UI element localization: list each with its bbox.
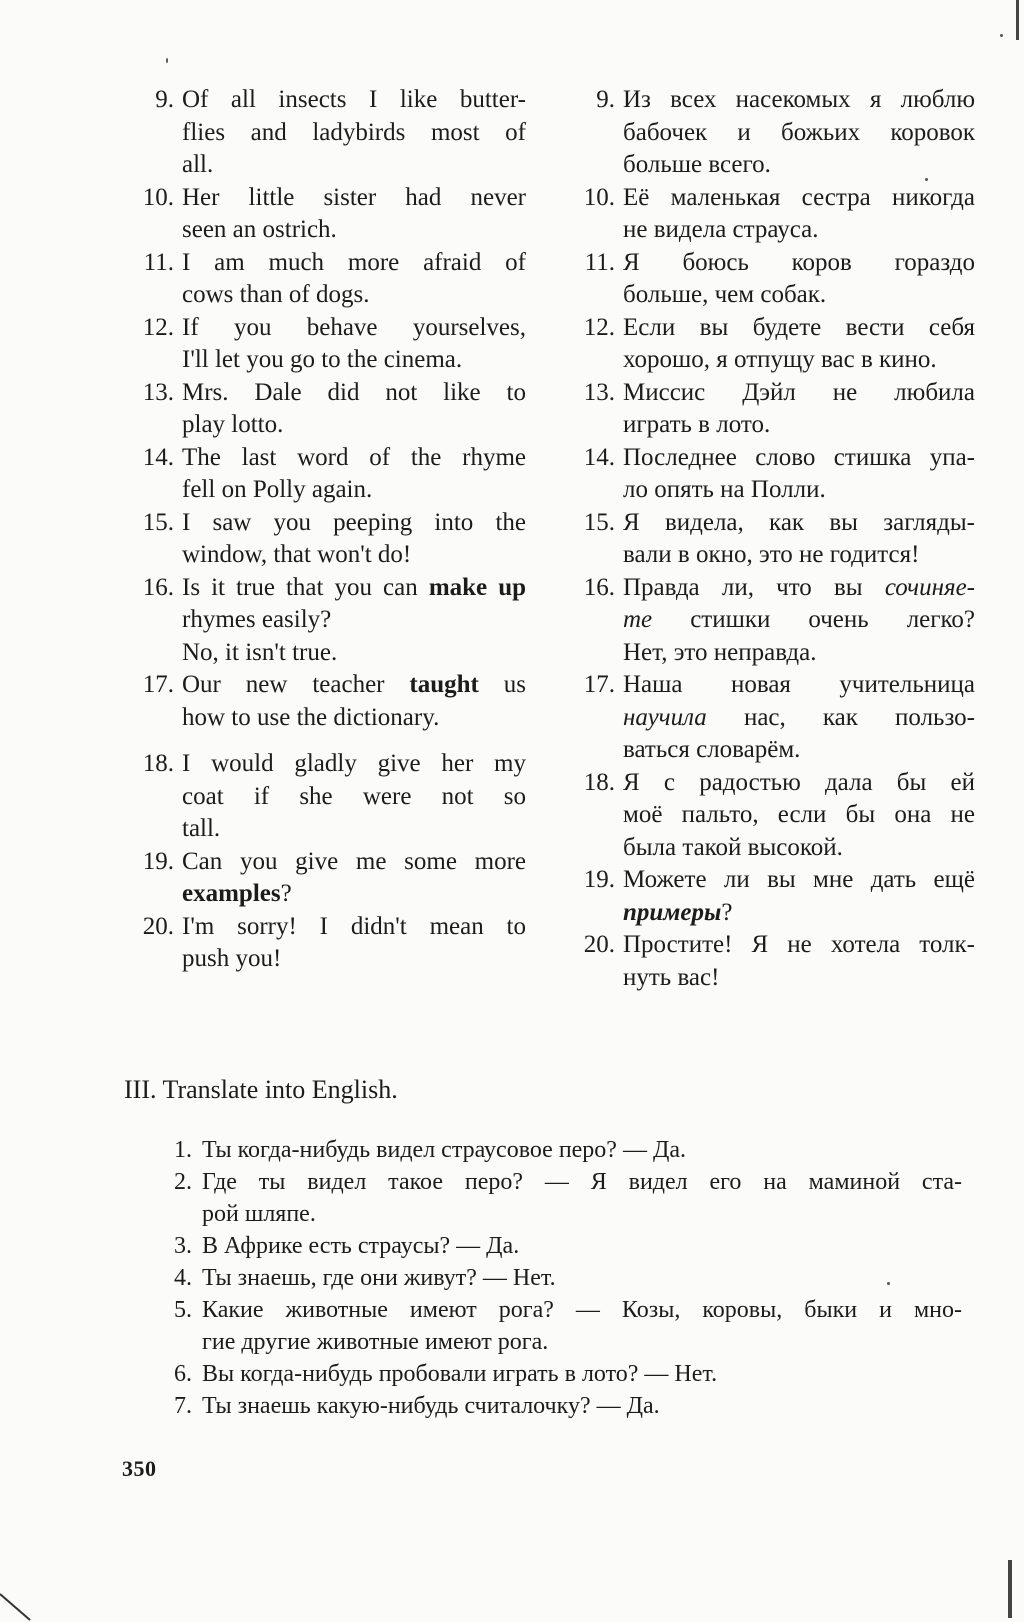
item-line: Миссис Дэйл не любила	[623, 378, 975, 406]
item-line: push you!	[182, 945, 282, 972]
item-line: No, it isn't true.	[182, 638, 338, 666]
keyword-examples: examples	[182, 880, 281, 907]
item-line: seen an ostrich.	[182, 216, 337, 243]
item-line: Можете ли вы мне дать ещё	[623, 866, 975, 893]
item-line: Последнее слово стишка упа-	[623, 443, 975, 471]
russian-item-10	[575, 182, 975, 247]
item-number: 11.	[143, 248, 174, 276]
item-line: Her little sister had never	[182, 183, 526, 211]
item-line: В Африке есть страусы? — Да.	[202, 1233, 520, 1259]
item-line: Если вы будете вести себя	[623, 313, 975, 341]
keyword-taught: taught	[409, 671, 479, 698]
item-number: 17.	[142, 671, 174, 698]
translate-item-3	[162, 1230, 962, 1262]
keyword-nauchila: научила	[623, 703, 707, 731]
item-number: 14.	[142, 443, 174, 471]
item-number: 6.	[174, 1361, 192, 1387]
item-line: fell on Polly again.	[182, 476, 373, 503]
item-line: больше, чем собак.	[623, 281, 827, 308]
keyword-primery: примеры	[623, 898, 722, 926]
translate-list	[162, 1134, 962, 1422]
russian-item-13	[575, 377, 975, 442]
item-number: 13.	[142, 378, 174, 406]
item-line: Я с радостью дала бы ей	[623, 768, 975, 796]
item-line: научила нас, как пользо-	[623, 703, 975, 731]
item-number: 12.	[142, 313, 174, 341]
russian-column	[575, 84, 975, 994]
translate-item-6	[162, 1358, 962, 1390]
item-number: 20.	[142, 912, 174, 940]
item-line: The last word of the rhyme	[182, 443, 526, 471]
item-line: examples?	[182, 880, 292, 907]
item-line: Of all insects I like butter-	[182, 86, 526, 113]
item-number: 5.	[174, 1297, 192, 1323]
russian-item-12	[575, 312, 975, 377]
item-line: Mrs. Dale did not like to	[182, 378, 526, 406]
item-line: не видела страуса.	[623, 216, 819, 243]
item-line: Can you give me some more	[182, 847, 526, 875]
item-line: If you behave yourselves,	[182, 313, 526, 341]
item-line: Our new teacher taught us	[182, 671, 527, 698]
item-line: play lotto.	[182, 411, 284, 438]
item-line: flies and ladybirds most of	[182, 118, 526, 146]
item-line: I saw you peeping into the	[182, 508, 526, 536]
english-item-9	[134, 84, 526, 182]
translate-item-7	[162, 1390, 962, 1422]
russian-item-9	[575, 84, 975, 182]
english-item-13	[134, 377, 526, 442]
item-number: 18.	[583, 768, 615, 796]
item-line: ваться словарём.	[623, 736, 801, 763]
scan-corner-mark	[0, 1590, 40, 1622]
item-line: играть в лото.	[623, 411, 771, 438]
item-line: coat if she were not so	[182, 782, 526, 810]
russian-item-20	[575, 929, 975, 994]
item-number: 2.	[174, 1169, 192, 1195]
item-line: бабочек и божьих коровок	[623, 118, 975, 146]
item-number: 7.	[174, 1393, 192, 1419]
item-line: rhymes easily?	[182, 606, 332, 633]
translate-item-5	[162, 1294, 962, 1358]
item-line: Из всех насекомых я люблю	[623, 86, 975, 113]
translate-item-4	[162, 1262, 962, 1294]
item-line: моё пальто, если бы она не	[623, 801, 975, 828]
english-item-14	[134, 442, 526, 507]
item-line: больше всего.	[623, 151, 771, 178]
item-line: tall.	[182, 815, 221, 842]
item-line: была такой высокой.	[623, 833, 843, 861]
item-number: 3.	[174, 1233, 192, 1259]
russian-item-19	[575, 864, 975, 929]
item-line: cows than of dogs.	[182, 281, 370, 308]
russian-item-17	[575, 669, 975, 767]
english-item-16	[134, 572, 526, 670]
scan-speck	[925, 178, 928, 181]
item-line: Какие животные имеют рога? — Козы, коровы, быки и мно-	[202, 1297, 962, 1323]
scan-speck	[887, 1282, 890, 1285]
item-line: примеры?	[623, 898, 733, 926]
scan-speck	[1000, 34, 1003, 37]
english-item-12	[134, 312, 526, 377]
item-line: Is it true that you can make up	[182, 573, 526, 601]
item-line: Её маленькая сестра никогда	[623, 183, 975, 211]
item-number: 11.	[584, 248, 615, 276]
item-line: all.	[182, 151, 214, 178]
spacer	[134, 734, 526, 748]
english-column	[134, 84, 526, 976]
item-line: Я боюсь коров гораздо	[623, 248, 975, 276]
translate-item-2	[162, 1166, 962, 1230]
russian-item-16	[575, 572, 975, 670]
russian-item-15	[575, 507, 975, 572]
item-line: I would gladly give her my	[182, 750, 526, 777]
russian-item-18	[575, 767, 975, 865]
item-line: Нет, это неправда.	[623, 638, 817, 666]
item-number: 19.	[583, 866, 615, 893]
russian-item-11	[575, 247, 975, 312]
item-line: Вы когда-нибудь пробовали играть в лото? — Нет.	[202, 1361, 718, 1387]
english-item-20	[134, 911, 526, 976]
item-line: Я видела, как вы загляды-	[623, 508, 975, 536]
item-line: window, that won't do!	[182, 541, 412, 568]
item-line: нуть вас!	[623, 963, 720, 991]
keyword-make-up: make up	[428, 573, 526, 601]
item-line: Правда ли, что вы сочиняе-	[623, 573, 976, 601]
scan-edge-bottom-right	[1008, 1560, 1012, 1618]
item-line: I am much more afraid of	[182, 248, 526, 276]
item-line: гие другие животные имеют рога.	[202, 1329, 549, 1355]
english-item-17	[134, 669, 526, 734]
item-number: 9.	[596, 86, 615, 113]
item-line: Простите! Я не хотела толк-	[623, 931, 975, 958]
english-item-15	[134, 507, 526, 572]
item-line: Ты знаешь какую-нибудь считалочку? — Да.	[202, 1393, 660, 1419]
scan-edge-right	[1016, 0, 1019, 40]
item-number: 17.	[583, 671, 615, 698]
item-line: хорошо, я отпущу вас в кино.	[623, 346, 937, 373]
item-line: Наша новая учительница	[623, 671, 975, 698]
english-item-10	[134, 182, 526, 247]
item-line: Ты знаешь, где они живут? — Нет.	[202, 1265, 556, 1291]
item-line: how to use the dictionary.	[182, 703, 440, 731]
english-item-11	[134, 247, 526, 312]
item-line: Ты когда-нибудь видел страусовое перо? — Да.	[202, 1137, 686, 1163]
item-number: 13.	[583, 378, 615, 406]
item-number: 15.	[142, 508, 174, 536]
item-line: I'm sorry! I didn't mean to	[182, 912, 526, 940]
section-title: III. Translate into English.	[124, 1075, 398, 1104]
item-number: 20.	[583, 931, 615, 958]
item-number: 19.	[142, 847, 174, 875]
item-number: 9.	[155, 86, 174, 113]
item-number: 4.	[174, 1265, 192, 1291]
item-number: 14.	[583, 443, 615, 471]
scan-speck	[166, 58, 168, 63]
item-line: ло опять на Полли.	[623, 476, 826, 503]
russian-item-14	[575, 442, 975, 507]
english-item-18	[134, 748, 526, 846]
english-item-19	[134, 846, 526, 911]
item-number: 12.	[583, 313, 615, 341]
item-line: Где ты видел такое перо? — Я видел его на маминой ста-	[202, 1169, 962, 1195]
item-number: 16.	[583, 573, 615, 601]
item-number: 15.	[583, 508, 615, 536]
page-number: 350	[122, 1456, 157, 1481]
translate-item-1	[162, 1134, 962, 1166]
item-number: 10.	[583, 183, 615, 211]
item-number: 18.	[142, 750, 174, 777]
item-number: 16.	[142, 573, 174, 601]
item-line: вали в окно, это не годится!	[623, 541, 920, 568]
item-number: 10.	[142, 183, 174, 211]
item-line: I'll let you go to the cinema.	[182, 346, 463, 373]
item-number: 1.	[174, 1137, 192, 1163]
item-line: рой шляпе.	[202, 1201, 316, 1227]
keyword-sochinyaete: сочиняе-	[884, 573, 976, 601]
item-line: те стишки очень легко?	[623, 606, 976, 633]
